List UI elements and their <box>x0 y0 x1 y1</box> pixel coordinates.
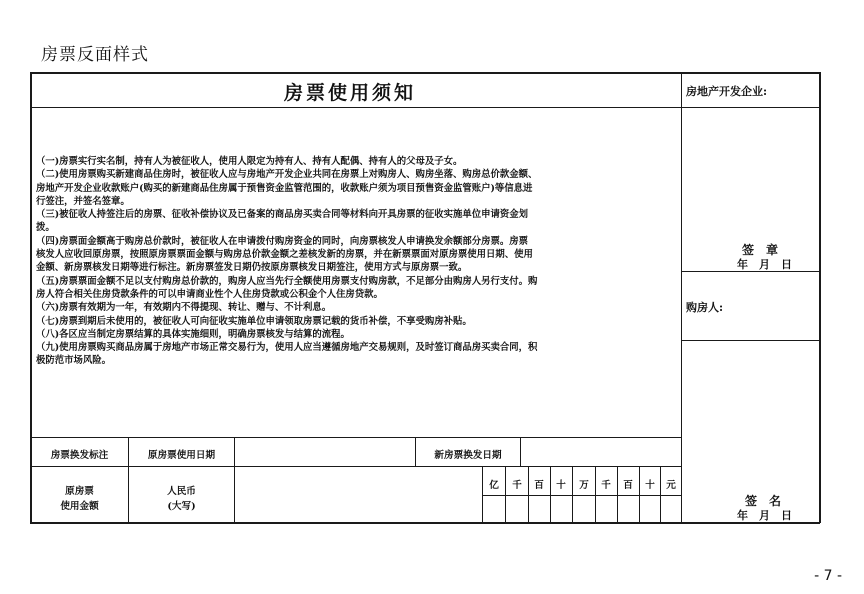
unit-bai-2: 百 <box>623 480 633 491</box>
unit-bai: 百 <box>534 480 544 491</box>
side-line-2 <box>682 340 820 341</box>
unit-shi: 十 <box>556 480 566 491</box>
reissue-mark-label: 房票换发标注 <box>50 450 109 461</box>
notice-line: 极防范市场风险。 <box>36 355 112 367</box>
notice-line: 金额、新房票核发日期等进行标注。新房票签发日期仍按原房票核发日期签注，使用方式与原房票一致。 <box>36 262 468 274</box>
bottom-col-2 <box>234 437 235 523</box>
amount-row-line <box>482 495 682 496</box>
date-label-2: 年 月 日 <box>737 509 792 522</box>
border-bottom <box>30 522 820 524</box>
developer-label: 房地产开发企业: <box>686 85 768 98</box>
seal-label: 签 章 <box>742 243 779 257</box>
page-number: - 7 - <box>814 568 842 584</box>
sign-label: 签 名 <box>745 494 782 508</box>
unit-wan: 万 <box>579 480 589 491</box>
side-divider <box>681 72 682 523</box>
date-label-1: 年 月 日 <box>737 258 792 271</box>
unit-qian: 千 <box>512 480 522 491</box>
bottom-col-4 <box>520 437 521 467</box>
notice-line: （五)房票票面金额不足以支付购房总价款的，购房人应当先行全额使用房票支付购房款，不足部分由购房人另行支付。购 <box>36 275 538 287</box>
original-use-date-label: 原房票使用日期 <box>147 450 216 461</box>
border-right <box>819 72 821 523</box>
notice-line: 核发人应收回原房票，按照原房票票面金额与购房总价款金额之差核发新的房票，并在新票票面对原房票使用日期、使用 <box>36 249 533 261</box>
unit-yi: 亿 <box>489 480 499 491</box>
notice-title: 房票使用须知 <box>283 82 416 104</box>
notice-line: （六)房票有效期为一年，有效期内不得提现、转让、赠与、不计利息。 <box>36 302 332 314</box>
rmb-uppercase-label: (大写) <box>167 501 196 512</box>
unit-yuan: 元 <box>666 480 676 491</box>
border-top <box>30 72 820 74</box>
notice-line: （三)被征收人持签注后的房票、征收补偿协议及已备案的商品房买卖合同等材料向开具房票的征收实施单位申请资金划 <box>36 209 528 221</box>
notice-body <box>36 155 678 368</box>
page-heading: 房票反面样式 <box>41 45 149 65</box>
notice-line: （九)使用房票购买商品房属于房地产市场正常交易行为，使用人应当遵循房地产交易规则，及时签订商品房买卖合同，积 <box>36 342 538 354</box>
notice-line: 房人符合相关住房贷款条件的可以申请商业性个人住房贷款或公积金个人住房贷款。 <box>36 288 383 300</box>
notice-line: 房地产开发企业收款账户(购买的新建商品住房属于预售资金监管范围的，收款账户须为项目预售资金监管账户)等信息进 <box>36 182 533 194</box>
notice-line: 行签注，并签名签章。 <box>36 195 130 207</box>
original-amount-label-2: 使用金额 <box>60 501 99 512</box>
notice-line: （一)房票实行实名制，持有人为被征收人，使用人限定为持有人、持有人配偶、持有人的父母及子女。 <box>36 156 463 167</box>
notice-line: （二)使用房票购买新建商品住房时，被征收人应与房地产开发企业共同在房票上对购房人、购房坐落、购房总价款金额、 <box>36 169 538 181</box>
notice-line: （七)房票到期后未使用的，被征收人可向征收实施单位申请领取房票记载的货币补偿，不享受购房补贴。 <box>36 315 472 327</box>
notice-line: （八)各区应当制定房票结算的具体实施细则，明确房票核发与结算的流程。 <box>36 328 350 340</box>
unit-shi-2: 十 <box>645 480 655 491</box>
notice-line: 拨。 <box>36 222 55 234</box>
unit-qian-2: 千 <box>601 480 611 491</box>
rmb-label: 人民币 <box>167 486 196 497</box>
title-row-line <box>30 107 820 108</box>
buyer-label: 购房人: <box>686 301 724 314</box>
notice-line: （四)房票面金额高于购房总价款时，被征收人在申请拨付购房资金的同时，向房票核发人申请换发余额部分房票。房票 <box>36 235 528 247</box>
new-issue-date-label: 新房票换发日期 <box>434 450 502 461</box>
original-amount-label-1: 原房票 <box>65 486 94 497</box>
